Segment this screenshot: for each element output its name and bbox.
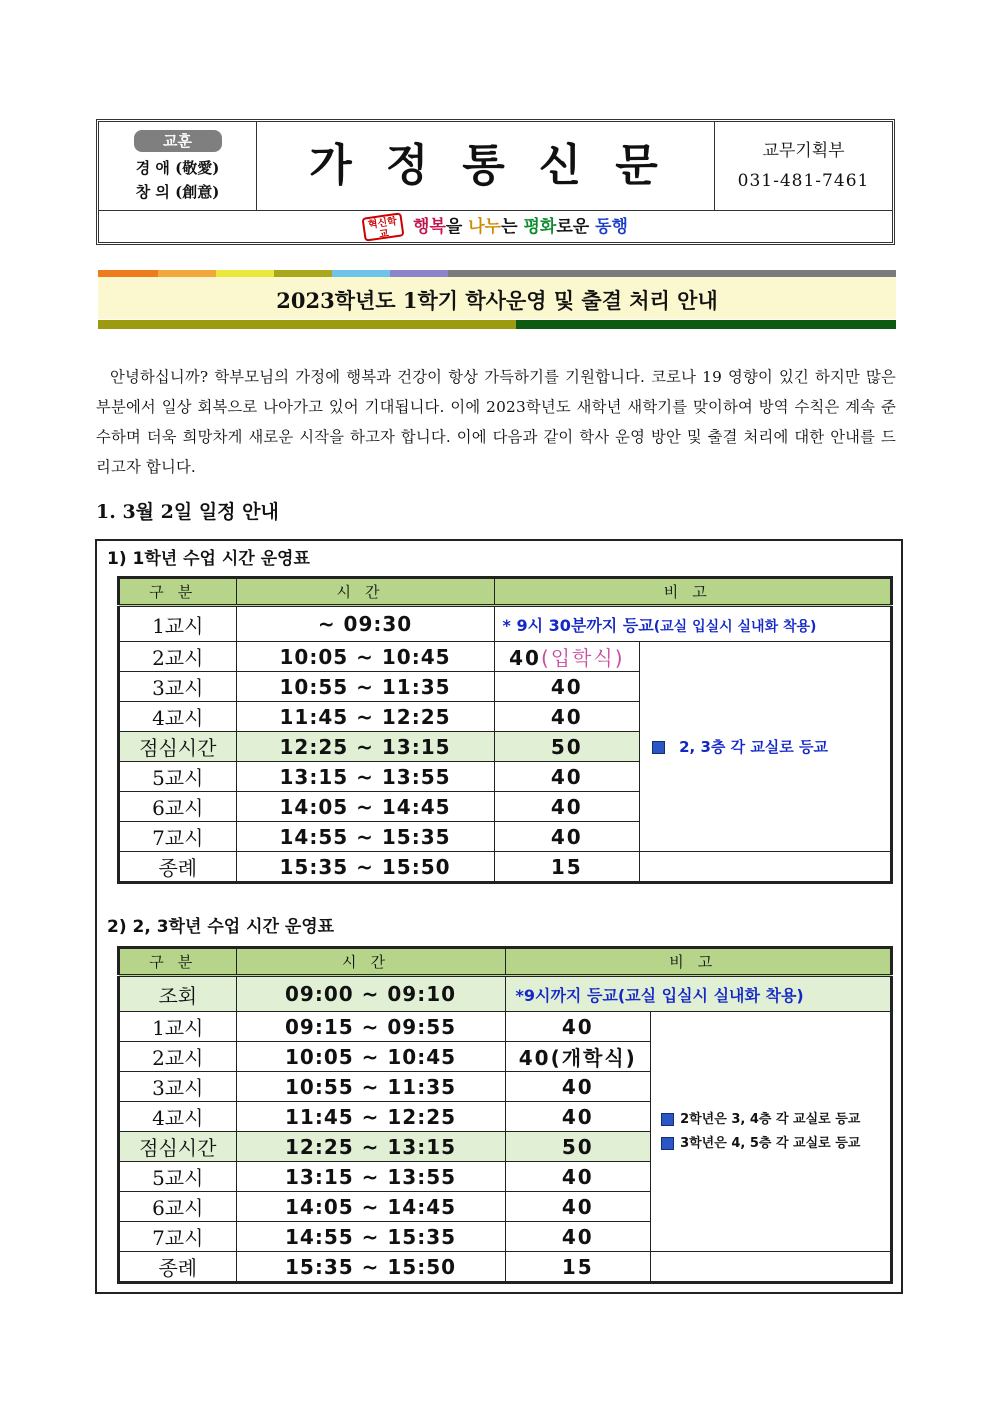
- empty-note-cell: [651, 1252, 892, 1283]
- side-note-text: 2학년은 3, 4층 각 교실로 등교: [680, 1111, 861, 1127]
- motto-line-2: 창 의 (創意): [135, 183, 220, 201]
- table1-body: [119, 642, 892, 852]
- motto-line-1: 경 애 (敬愛): [135, 159, 220, 177]
- time-cell: 10:55 ~ 11:35: [236, 1072, 505, 1102]
- bottom-bar-segment: [98, 320, 516, 329]
- period-cell: 조회: [119, 976, 237, 1012]
- minutes-cell: 40: [505, 1192, 651, 1222]
- arrival-note-detail: (교실 입실시 실내화 착용): [653, 618, 817, 635]
- table1-title: 1) 1학년 수업 시간 운영표: [107, 549, 310, 569]
- period-cell: 점심시간: [119, 732, 237, 762]
- square-bullet-icon: [661, 1137, 674, 1150]
- schedule-frame: [95, 539, 903, 1294]
- school-motto: [99, 122, 257, 210]
- department-name: 교무기획부: [762, 141, 845, 161]
- minutes-cell: [494, 702, 640, 732]
- period-cell: 3교시: [119, 1072, 237, 1102]
- arrival-note: *9시까지 등교(교실 입실시 실내화 착용): [515, 985, 804, 1005]
- square-bullet-icon: [652, 741, 665, 754]
- color-bar-segment: [448, 270, 896, 277]
- table-header-row: [119, 948, 892, 976]
- time-cell: 13:15 ~ 13:55: [236, 762, 494, 792]
- minutes-cell: 50: [505, 1132, 651, 1162]
- note-cell: [505, 976, 892, 1012]
- period-cell: 7교시: [119, 822, 237, 852]
- minutes-cell: 40: [505, 1072, 651, 1102]
- ceremony-label: (입학식): [540, 646, 625, 670]
- table-row: [119, 852, 892, 883]
- grade23-schedule-table: [117, 946, 893, 1284]
- motto-badge: 교훈: [134, 130, 222, 152]
- period-cell: 4교시: [119, 702, 237, 732]
- side-note-text: 2, 3층 각 교실로 등교: [679, 738, 828, 756]
- color-bar-segment: [158, 270, 216, 277]
- minutes-value: 40: [550, 674, 583, 699]
- grade1-schedule-table: [117, 576, 893, 884]
- color-bar-segment: [98, 270, 158, 277]
- section-heading: 1. 3월 2일 일정 안내: [96, 501, 279, 523]
- table-row: [119, 976, 892, 1012]
- minutes-cell: [494, 642, 640, 672]
- slogan-segment: 나누: [468, 217, 502, 237]
- department-phone: 031-481-7461: [737, 171, 870, 191]
- time-cell: 10:05 ~ 10:45: [236, 1042, 505, 1072]
- time-cell: 14:05 ~ 14:45: [236, 792, 494, 822]
- time-cell: 14:55 ~ 15:35: [236, 1222, 505, 1252]
- period-cell: 6교시: [119, 792, 237, 822]
- period-cell: 6교시: [119, 1192, 237, 1222]
- period-cell: 종례: [119, 1252, 237, 1283]
- time-cell: 12:25 ~ 13:15: [236, 732, 494, 762]
- minutes-cell: 40: [505, 1102, 651, 1132]
- slogan: [413, 217, 628, 237]
- newsletter-header: [96, 119, 895, 245]
- slogan-segment: 로운: [556, 217, 596, 237]
- time-cell: 13:15 ~ 13:55: [236, 1162, 505, 1192]
- side-note-line: [661, 1132, 890, 1156]
- innovation-school-stamp: 혁신학교: [362, 212, 405, 241]
- period-cell: 5교시: [119, 762, 237, 792]
- minutes-cell: [494, 822, 640, 852]
- banner-bottom-bar: [98, 320, 896, 329]
- time-cell: 15:35 ~ 15:50: [236, 852, 494, 883]
- period-cell: 5교시: [119, 1162, 237, 1192]
- time-cell: 10:05 ~ 10:45: [236, 642, 494, 672]
- side-note-text: 3학년은 4, 5층 각 교실로 등교: [680, 1135, 861, 1151]
- empty-note-cell: [640, 852, 892, 883]
- period-cell: 2교시: [119, 1042, 237, 1072]
- minutes-value: 40: [550, 794, 583, 819]
- newsletter-title: 가정통신문: [257, 122, 715, 210]
- department-info: [715, 122, 892, 210]
- table-row: [119, 642, 892, 672]
- banner-color-bar: [98, 270, 896, 277]
- bottom-bar-segment: [516, 320, 896, 329]
- minutes-cell: 15: [505, 1252, 651, 1283]
- period-cell: 7교시: [119, 1222, 237, 1252]
- table-row: [119, 1012, 892, 1042]
- slogan-segment: 을: [445, 217, 469, 237]
- header-category: 구분: [119, 948, 237, 976]
- period-cell: 3교시: [119, 672, 237, 702]
- minutes-value: 40: [550, 824, 583, 849]
- header-time: 시간: [236, 948, 505, 976]
- table-header-row: [119, 578, 892, 606]
- time-cell: 12:25 ~ 13:15: [236, 1132, 505, 1162]
- period-cell: 1교시: [119, 606, 237, 642]
- slogan-row: [99, 210, 892, 243]
- side-note-line: [661, 1108, 890, 1132]
- table-row: [119, 606, 892, 642]
- color-bar-segment: [274, 270, 332, 277]
- square-bullet-icon: [661, 1113, 674, 1126]
- minutes-value: 40: [509, 646, 541, 670]
- period-cell: 1교시: [119, 1012, 237, 1042]
- time-cell: 09:15 ~ 09:55: [236, 1012, 505, 1042]
- note-cell: [494, 606, 891, 642]
- time-cell: 14:05 ~ 14:45: [236, 1192, 505, 1222]
- color-bar-segment: [216, 270, 274, 277]
- minutes-cell: [494, 672, 640, 702]
- slogan-segment: 평화: [523, 217, 557, 237]
- color-bar-segment: [332, 270, 390, 277]
- slogan-segment: 동행: [595, 217, 628, 237]
- time-cell: 15:35 ~ 15:50: [236, 1252, 505, 1283]
- color-bar-segment: [390, 270, 448, 277]
- header-category: 구분: [119, 578, 237, 606]
- time-cell: ~ 09:30: [236, 606, 494, 642]
- time-cell: 14:55 ~ 15:35: [236, 822, 494, 852]
- minutes-value: 50: [550, 734, 583, 759]
- period-cell: 종례: [119, 852, 237, 883]
- intro-paragraph: 안녕하십니까? 학부모님의 가정에 행복과 건강이 항상 가득하기를 기원합니다. 코로나 19 영향이 있긴 하지만 많은 부분에서 일상 회복으로 나아가고 있어 기대됩니다. 이에 2023학년도 새학년 새학기를 맞이하여 방역 수칙은 계속 준수하며 더욱 희망차게 새로운 시작을 하고자 합니다. 이에 다음과 같이 학사 운영 방안 및 출결 처리에 대한 안내를 드리고자 합니다.: [96, 368, 896, 476]
- table2-title: 2) 2, 3학년 수업 시간 운영표: [107, 917, 335, 937]
- table2-body: [119, 1012, 892, 1252]
- minutes-cell: 40: [505, 1012, 651, 1042]
- period-cell: 2교시: [119, 642, 237, 672]
- time-cell: 11:45 ~ 12:25: [236, 702, 494, 732]
- header-note: 비고: [505, 948, 892, 976]
- minutes-value: 40: [550, 704, 583, 729]
- minutes-cell: 40: [505, 1222, 651, 1252]
- header-note: 비고: [494, 578, 891, 606]
- period-cell: 4교시: [119, 1102, 237, 1132]
- time-cell: 11:45 ~ 12:25: [236, 1102, 505, 1132]
- side-note-cell: [640, 642, 892, 852]
- time-cell: 10:55 ~ 11:35: [236, 672, 494, 702]
- minutes-cell: 40(개학식): [505, 1042, 651, 1072]
- slogan-segment: 는: [501, 217, 524, 237]
- minutes-cell: 40: [505, 1162, 651, 1192]
- header-time: 시간: [236, 578, 494, 606]
- minutes-value: 40: [550, 764, 583, 789]
- period-cell: 점심시간: [119, 1132, 237, 1162]
- document-title: 2023학년도 1학기 학사운영 및 출결 처리 안내: [98, 277, 896, 319]
- arrival-note: * 9시 30분까지 등교: [502, 615, 654, 635]
- side-note-cell: [651, 1012, 892, 1252]
- table-row: [119, 1252, 892, 1283]
- minutes-cell: [494, 732, 640, 762]
- minutes-cell: [494, 792, 640, 822]
- slogan-segment: 행복: [413, 217, 446, 237]
- time-cell: 09:00 ~ 09:10: [236, 976, 505, 1012]
- minutes-cell: [494, 762, 640, 792]
- minutes-cell: 15: [494, 852, 640, 883]
